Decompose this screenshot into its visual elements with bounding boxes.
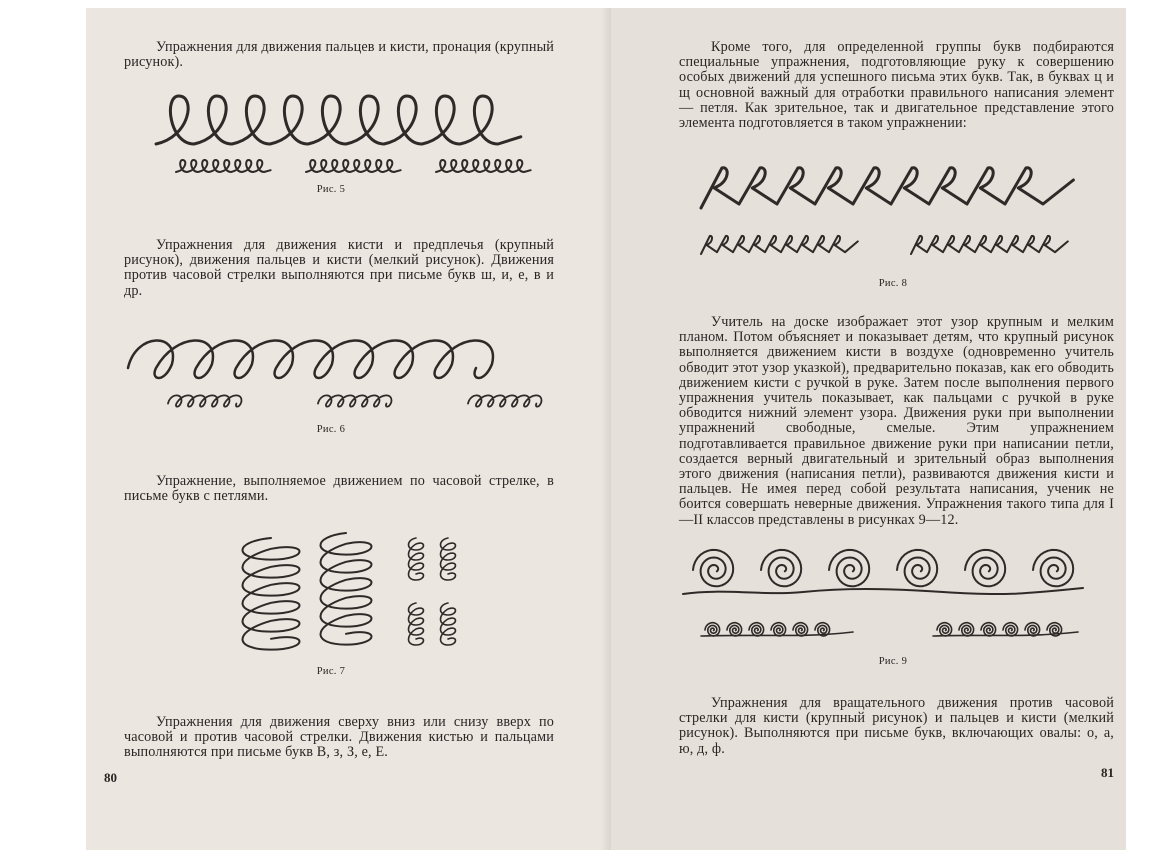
left-paragraph-4: Упражнения для движения сверху вниз или снизу вверх по часовой и против часовой стрелки. Движения кистью и пальцами выполняются при письме букв В, з, З, е, Е. [124, 714, 554, 761]
small-loop-line [176, 160, 271, 172]
small-zigzag-loop-line [911, 236, 1068, 254]
small-spiral [705, 623, 720, 636]
large-spiral [829, 550, 869, 586]
figure-5-caption: Рис. 5 [316, 184, 346, 195]
small-spiral [749, 623, 764, 636]
small-spiral [793, 623, 808, 636]
small-oval-line [318, 395, 391, 406]
figure-7-caption: Рис. 7 [316, 666, 346, 677]
left-paragraph-3: Упражнение, выполняемое движением по часовой стрелке, в письме букв с петлями. [124, 473, 554, 505]
large-spiral [1033, 550, 1073, 586]
book-spread [86, 8, 1126, 850]
figure-9-caption: Рис. 9 [878, 656, 908, 667]
figure-5 [146, 86, 546, 186]
small-spiral [959, 623, 974, 636]
figure-8 [691, 158, 1111, 268]
spiral-baseline [683, 588, 1083, 594]
large-spiral [897, 550, 937, 586]
small-loop-line [436, 160, 531, 172]
small-coil [441, 603, 456, 645]
large-coil [243, 538, 300, 650]
left-paragraph-1: Упражнения для движения пальцев и кисти, пронация (крупный рисунок). [124, 39, 554, 71]
large-coil [321, 533, 372, 645]
small-coil [409, 603, 424, 645]
right-paragraph-1: Кроме того, для определенной группы букв подбираются специальные упражнения, подготовляющие руку к совершению особых движений для успешного письма этих букв. Так, в буквах ц и щ основной важный для отработки правильного написания элемент — петля. Как зрительное, так и двигательное представление этого элемента подготовляется в таком упражнении: [679, 39, 1114, 132]
large-spiral [965, 550, 1005, 586]
small-oval-line [468, 395, 541, 406]
right-page [611, 8, 1126, 850]
small-spiral [771, 623, 786, 636]
small-spiral [1025, 623, 1040, 636]
small-coil [441, 538, 456, 580]
left-page [86, 8, 611, 850]
large-spiral [761, 550, 801, 586]
figure-8-caption: Рис. 8 [878, 278, 908, 289]
figure-7 [226, 528, 466, 658]
right-paragraph-3: Упражнения для вращательного движения против часовой стрелки для кисти (крупный рисунок) и пальцев и кисти (мелкий рисунок). Выполняются при письме букв, включающих овалы: о, а, ю, д, ф. [679, 695, 1114, 757]
small-spiral [937, 623, 952, 636]
small-oval-line [168, 395, 241, 406]
small-zigzag-loop-line [701, 236, 858, 254]
large-spiral [693, 550, 733, 586]
small-spiral [981, 623, 996, 636]
large-oval-line [128, 340, 493, 378]
left-page-number: 80 [104, 770, 117, 785]
small-loop-line [306, 160, 401, 172]
figure-6 [128, 326, 548, 421]
small-spiral [1003, 623, 1018, 636]
figure-6-caption: Рис. 6 [316, 424, 346, 435]
left-paragraph-2: Упражнения для движения кисти и предплечья (крупный рисунок), движения пальцев и кисти (мелкий рисунок). Движения против часовой стрелки выполняются при письме букв ш, и, е, в и др. [124, 237, 554, 299]
right-page-number: 81 [1101, 765, 1114, 780]
small-coil [409, 538, 424, 580]
right-paragraph-2: Учитель на доске изображает этот узор крупным и мелким планом. Потом объясняет и показывает детям, что крупный рисунок выполняется движением кисти в воздухе (одновременно учитель обводит этот узор указкой), предварительно показав, как его обводить движением кисти с ручкой в руке. Затем после выполнения первого упражнения учитель показывает, как пальцами с ручкой в руке обводится нижний элемент узора. Движения руки при выполнении упражнений свободные, смелые. Этим упражнением подготавливается правильное движение руки при написании петли, создается верный двигательный и зрительный образ выполнения этого движения (написания петли), развиваются движения кисти и пальцев. Не имея перед собой результата написания, ученик не боится совершать неверные движения. Упражнения такого типа для I—II классов представлены в рисунках 9—12. [679, 314, 1114, 528]
figure-9 [683, 548, 1103, 648]
small-spiral [727, 623, 742, 636]
large-loop-line [156, 96, 521, 144]
large-zigzag-loop-line [701, 168, 1073, 208]
